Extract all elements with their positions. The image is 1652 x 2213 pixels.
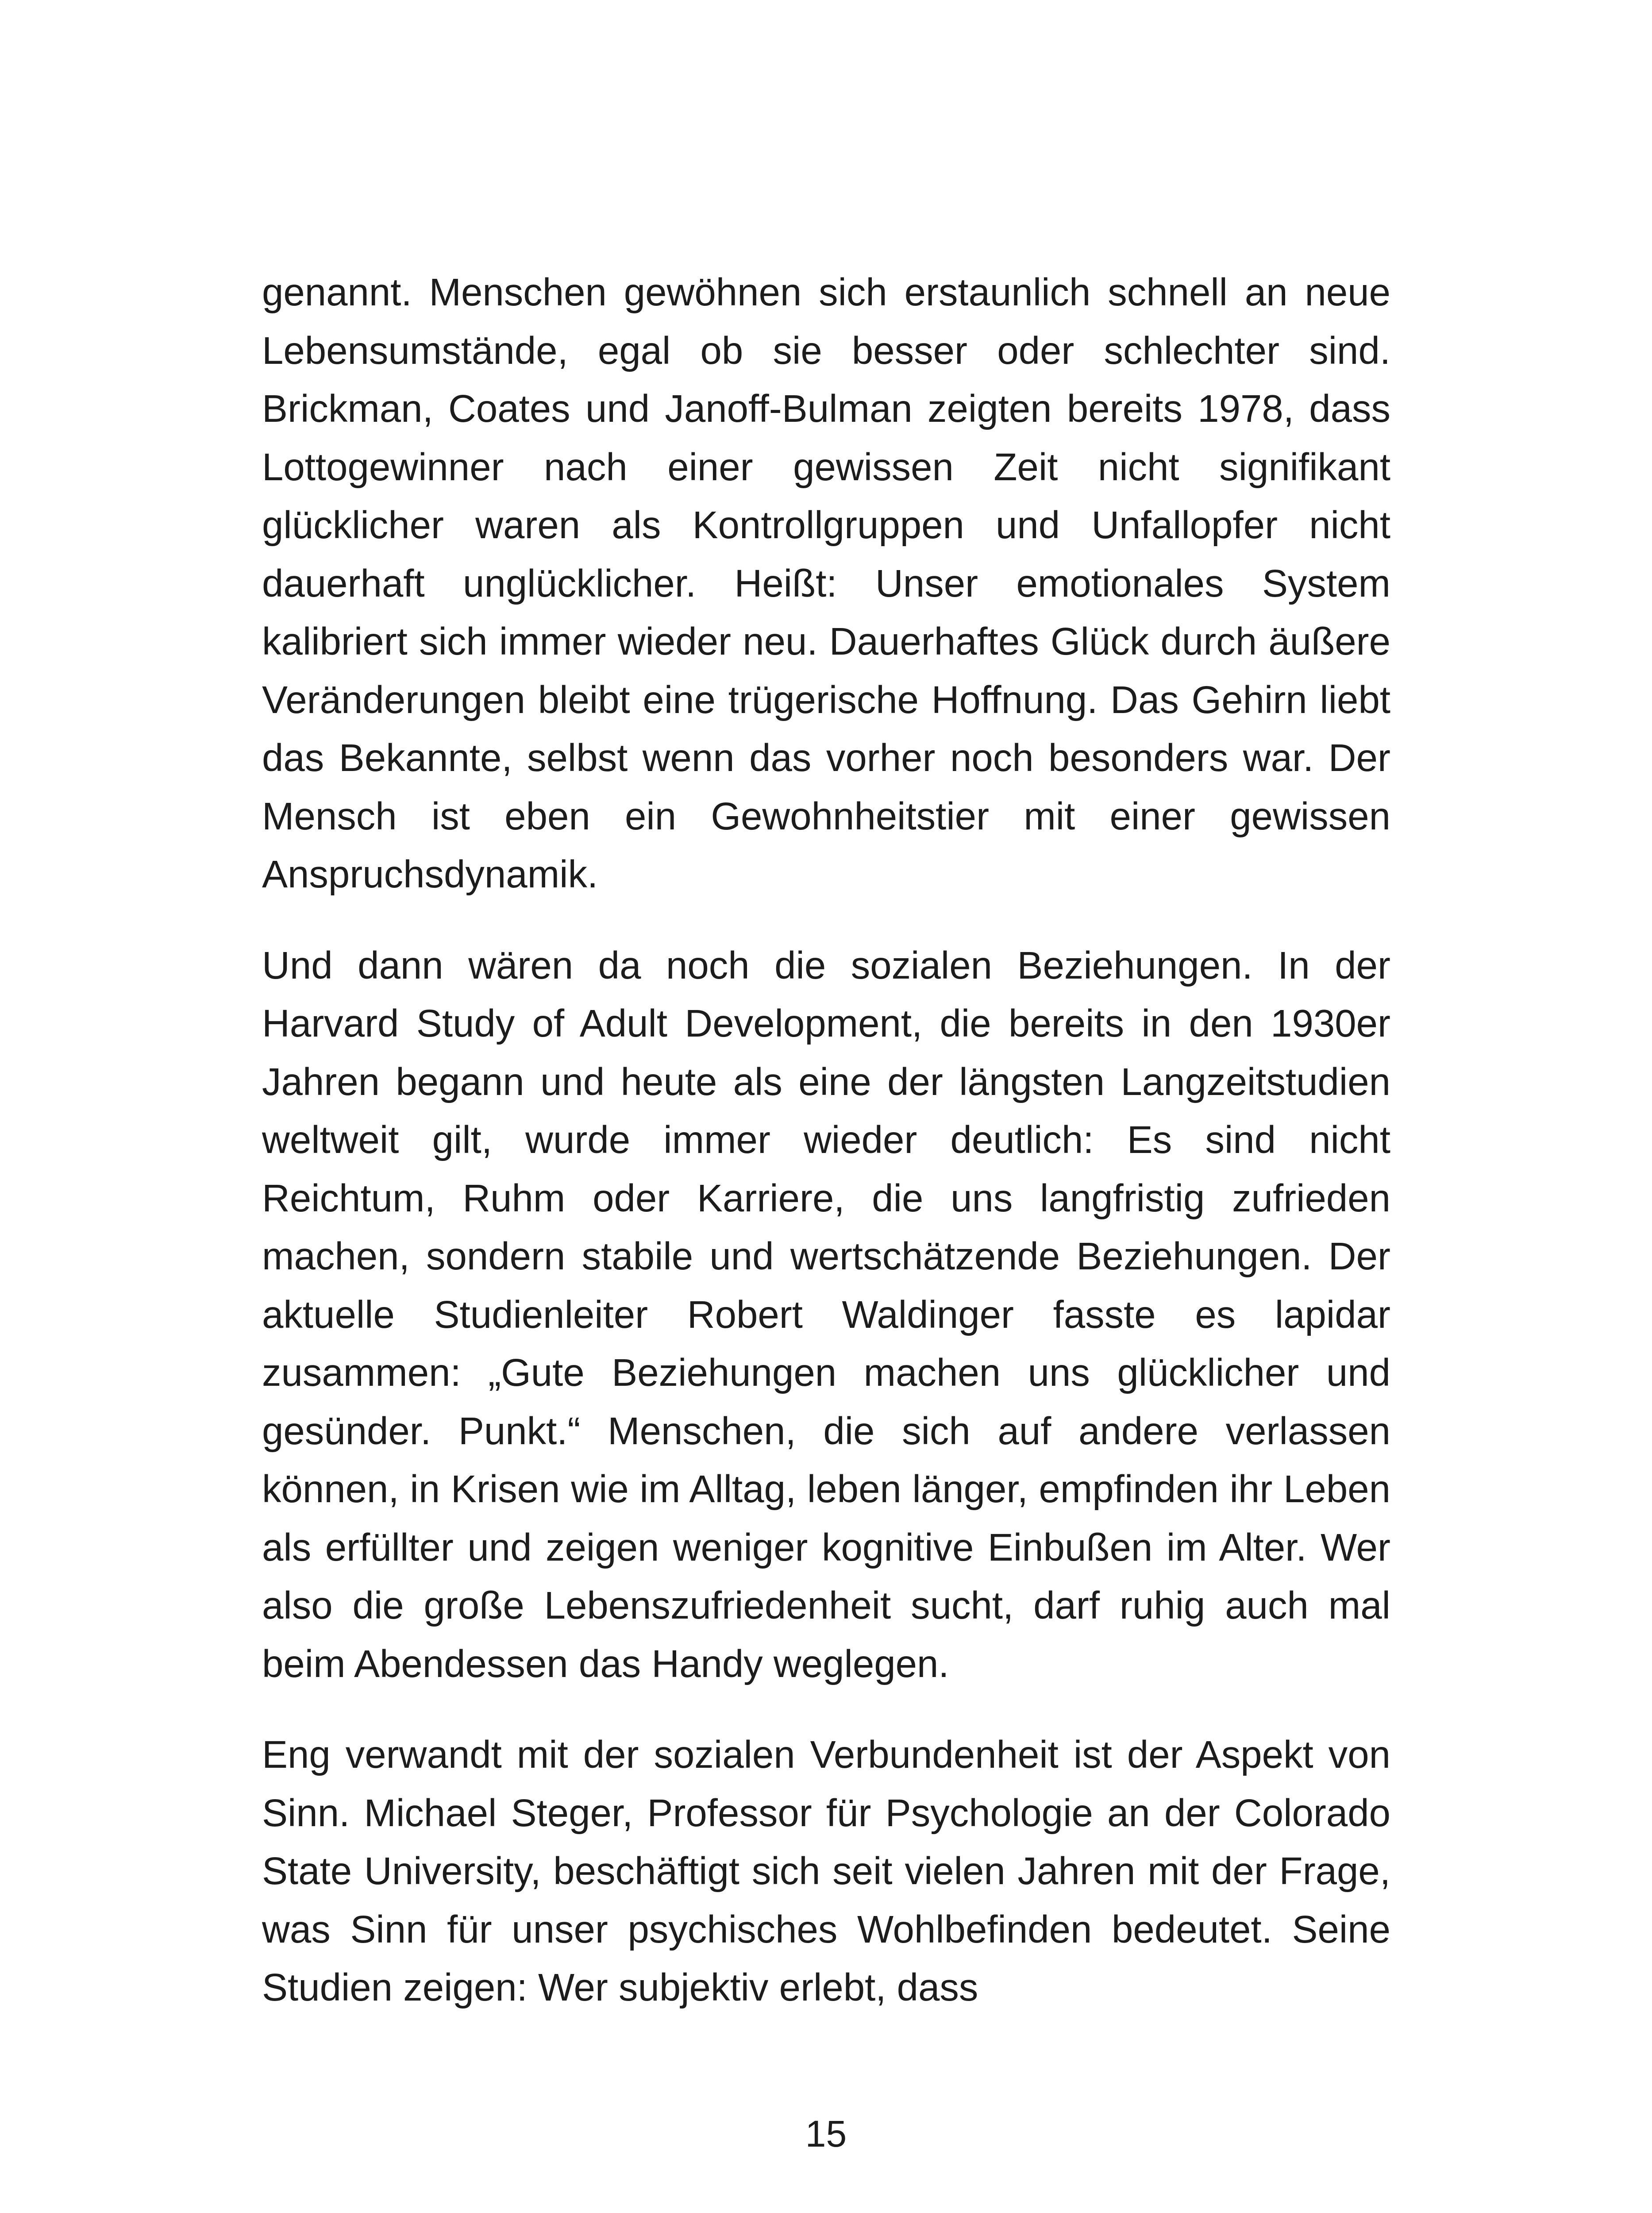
body-text <box>262 263 1390 2017</box>
paragraph-3: Eng verwandt mit der sozialen Verbundenheit ist der Aspekt von Sinn. Michael Steger, Professor für Psychologie an der Colorado State University, beschäftigt sich seit vielen Jahren mit der Frage, was Sinn für unser psychisches Wohlbefinden bedeutet. Seine Studien zeigen: Wer subjektiv erlebt, dass <box>262 1733 1390 2009</box>
paragraph-2: Und dann wären da noch die sozialen Beziehungen. In der Harvard Study of Adult Development, die bereits in den 1930er Jahren begann und heute als eine der längsten Langzeitstudien weltweit gilt, wurde immer wieder deutlich: Es sind nicht Reichtum, Ruhm oder Karriere, die uns langfristig zufrieden machen, sondern stabile und wertschätzende Beziehungen. Der aktuelle Studienleiter Robert Waldinger fasste es lapidar zusammen: „Gute Beziehungen machen uns glücklicher und gesünder. Punkt.“ Menschen, die sich auf andere verlassen können, in Krisen wie im Alltag, leben länger, empfinden ihr Leben als erfüllter und zeigen weniger kognitive Einbußen im Alter. Wer also die große Lebenszufriedenheit sucht, darf ruhig auch mal beim Abendessen das Handy weglegen. <box>262 944 1390 1685</box>
page-number: 15 <box>805 2113 847 2155</box>
paragraph-1: genannt. Menschen gewöhnen sich erstaunlich schnell an neue Lebensumstände, egal ob sie besser oder schlechter sind. Brickman, Coates und Janoff-Bulman zeigten bereits 1978, dass Lottogewinner nach einer gewissen Zeit nicht signifikant glücklicher waren als Kontrollgruppen und Unfallopfer nicht dauerhaft unglücklicher. Heißt: Unser emotionales System kalibriert sich immer wieder neu. Dauerhaftes Glück durch äußere Veränderungen bleibt eine trügerische Hoffnung. Das Gehirn liebt das Bekannte, selbst wenn das vorher noch besonders war. Der Mensch ist eben ein Gewohnheitstier mit einer gewissen Anspruchsdynamik. <box>262 271 1390 896</box>
